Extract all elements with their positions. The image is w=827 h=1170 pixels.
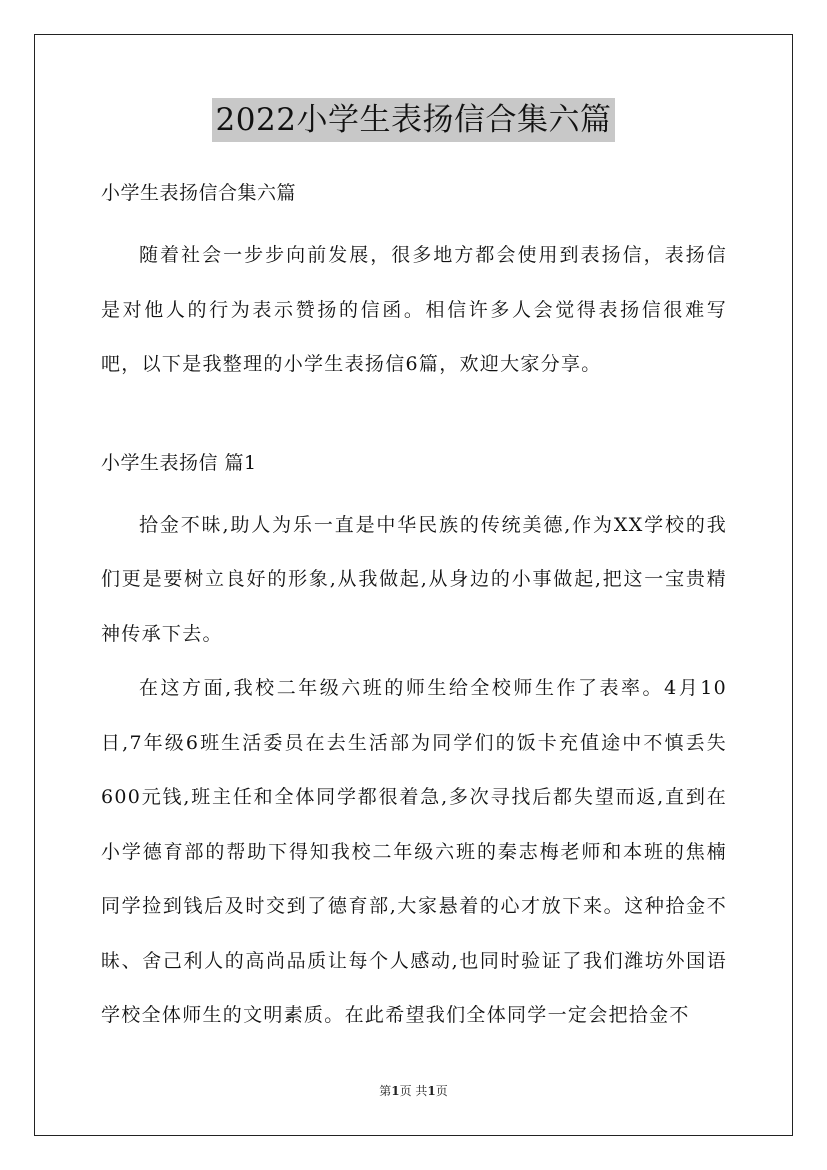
spacer [101,216,727,228]
spacer [101,392,727,440]
page-number-footer [0,1082,827,1099]
body-paragraph: 在这方面,我校二年级六班的师生给全校师生作了表率。4月10日,7年级6班生活委员在去生活部为同学们的饭卡充值途中不慎丢失600元钱,班主任和全体同学都很着急,多次寻找后都失望而返,直到在小学德育部的帮助下得知我校二年级六班的秦志梅老师和本班的焦楠同学捡到钱后及时交到了德育部,大家悬着的心才放下来。这种拾金不昧、舍己利人的高尚品质让每个人感动,也同时验证了我们潍坊外国语学校全体师生的文明素质。在此希望我们全体同学一定会把拾金不 [101,677,727,1026]
intro-paragraph: 随着社会一步步向前发展，很多地方都会使用到表扬信，表扬信是对他人的行为表示赞扬的信函。相信许多人会觉得表扬信很难写吧，以下是我整理的小学生表扬信6篇，欢迎大家分享。 [101,244,727,375]
document-title: 2022小学生表扬信合集六篇 [212,98,616,142]
spacer [101,486,727,498]
total-page-number: 1 [427,1084,436,1098]
title-container [0,98,827,142]
footer-prefix: 第 [379,1084,392,1098]
document-body [101,170,727,1043]
section-heading: 小学生表扬信 篇1 [101,451,257,474]
footer-mid: 页 共 [399,1084,428,1098]
current-page-number: 1 [391,1084,400,1098]
body-paragraph: 拾金不昧,助人为乐一直是中华民族的传统美德,作为XX学校的我们更是要树立良好的形象,从我做起,从身边的小事做起,把这一宝贵精神传承下去。 [101,513,727,645]
document-subtitle: 小学生表扬信合集六篇 [101,182,297,204]
footer-suffix: 页 [435,1084,448,1098]
